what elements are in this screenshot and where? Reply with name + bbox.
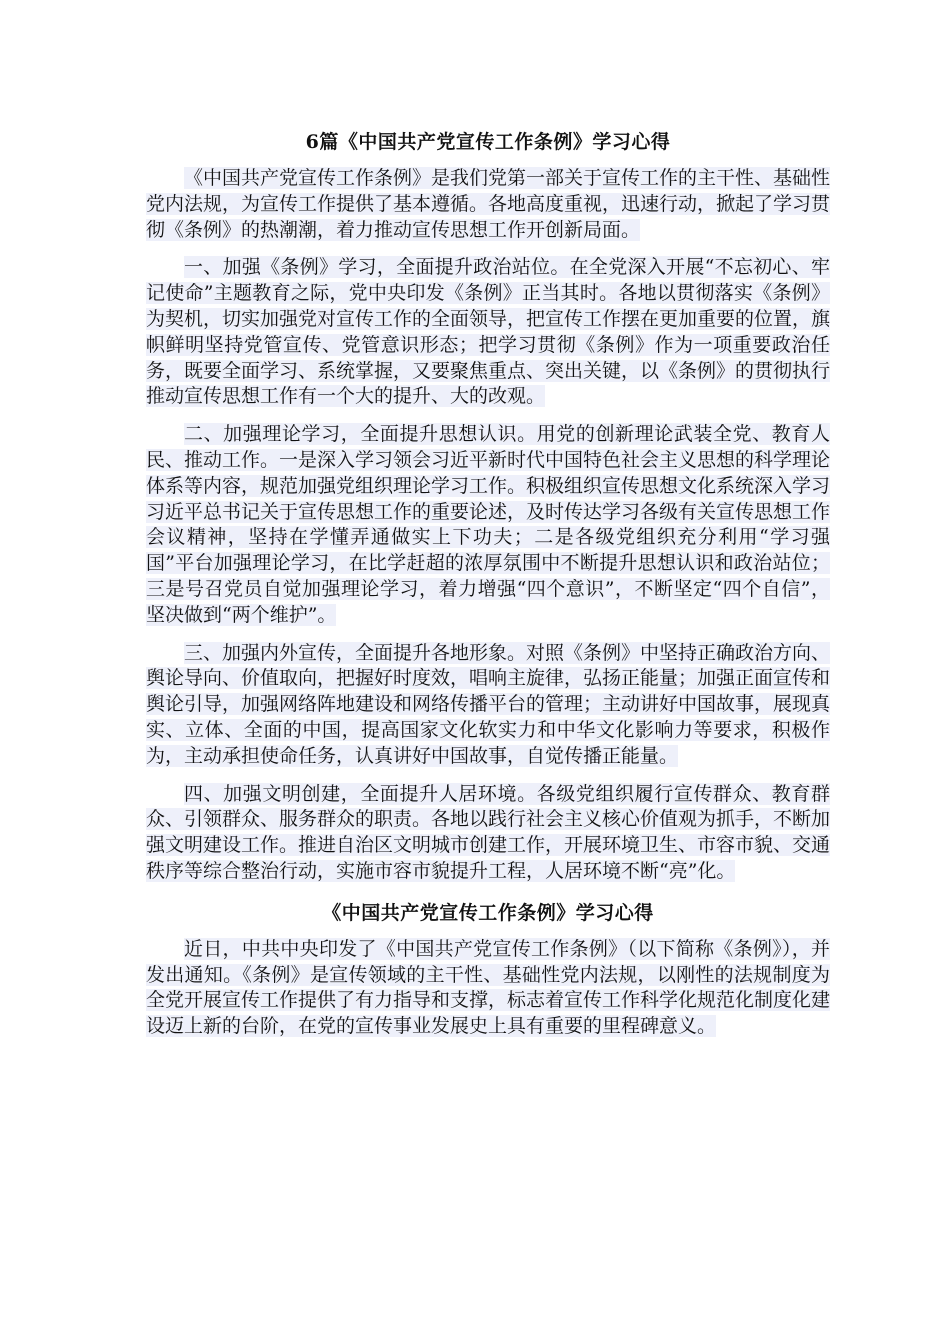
document-subtitle: 《中国共产党宣传工作条例》学习心得 bbox=[322, 901, 654, 924]
paragraph-section-2 bbox=[146, 422, 830, 628]
paragraph-text: 近日，中共中央印发了《中国共产党宣传工作条例》（以下简称《条例》），并发出通知。《条例》是宣传领域的主干性、基础性党内法规，以刚性的法规制度为全党开展宣传工作提供了有力指导和支撑，标志着宣传工作科学化规范化制度化建设迈上新的台阶，在党的宣传事业发展史上具有重要的里程碑意义。 bbox=[146, 937, 831, 1038]
document-title: 6篇《中国共产党宣传工作条例》学习心得 bbox=[305, 131, 671, 153]
paragraph-text: 《中国共产党宣传工作条例》是我们党第一部关于宣传工作的主干性、基础性党内法规，为宣传工作提供了基本遵循。各地高度重视，迅速行动，掀起了学习贯彻《条例》的热潮潮，着力推动宣传思想工作开创新局面。 bbox=[146, 167, 831, 241]
paragraph-intro bbox=[146, 166, 830, 243]
paragraph-section-4 bbox=[146, 782, 830, 885]
paragraph-text: 一、加强《条例》学习，全面提升政治站位。在全党深入开展“不忘初心、牢记使命”主题教育之际，党中央印发《条例》正当其时。各地以贯彻落实《条例》为契机，切实加强党对宣传工作的全面领导，把宣传工作摆在更加重要的位置，旗帜鲜明坚持党管宣传、党管意识形态；把学习贯彻《条例》作为一项重要政治任务，既要全面学习、系统掌握，又要聚焦重点、突出关键，以《条例》的贯彻执行推动宣传思想工作有一个大的提升、大的改观。 bbox=[146, 256, 831, 408]
paragraph-text: 四、加强文明创建，全面提升人居环境。各级党组织履行宣传群众、教育群众、引领群众、服务群众的职责。各地以践行社会主义核心价值观为抓手，不断加强文明建设工作。推进自治区文明城市创建工作，开展环境卫生、市容市貌、交通秩序等综合整治行动，实施市容市貌提升工程，人居环境不断“亮”化。 bbox=[146, 782, 831, 882]
paragraph-text: 二、加强理论学习，全面提升思想认识。用党的创新理论武装全党、教育人民、推动工作。一是深入学习领会习近平新时代中国特色社会主义思想的科学理论体系等内容，规范加强党组织理论学习工作。积极组织宣传思想文化系统深入学习习近平总书记关于宣传思想工作的重要论述，及时传达学习各级有关宣传思想工作会议精神，坚持在学懂弄通做实上下功夫；二是各级党组织充分利用“学习强国”平台加强理论学习，在比学赶超的浓厚氛围中不断提升思想认识和政治站位；三是号召党员自觉加强理论学习，着力增强“四个意识”，不断坚定“四个自信”，坚决做到“两个维护”。 bbox=[146, 423, 831, 626]
paragraph-text: 三、加强内外宣传，全面提升各地形象。对照《条例》中坚持正确政治方向、舆论导向、价值取向，把握好时度效，唱响主旋律，弘扬正能量；加强正面宣传和舆论引导，加强网络阵地建设和网络传播平台的管理；主动讲好中国故事，展现真实、立体、全面的中国，提高国家文化软实力和中华文化影响力等要求，积极作为，主动承担使命任务，认真讲好中国故事，自觉传播正能量。 bbox=[146, 641, 831, 767]
document-body bbox=[146, 128, 830, 1052]
paragraph-section-3 bbox=[146, 641, 830, 770]
paragraph-section-1 bbox=[146, 255, 830, 410]
paragraph-second-intro bbox=[146, 937, 830, 1040]
